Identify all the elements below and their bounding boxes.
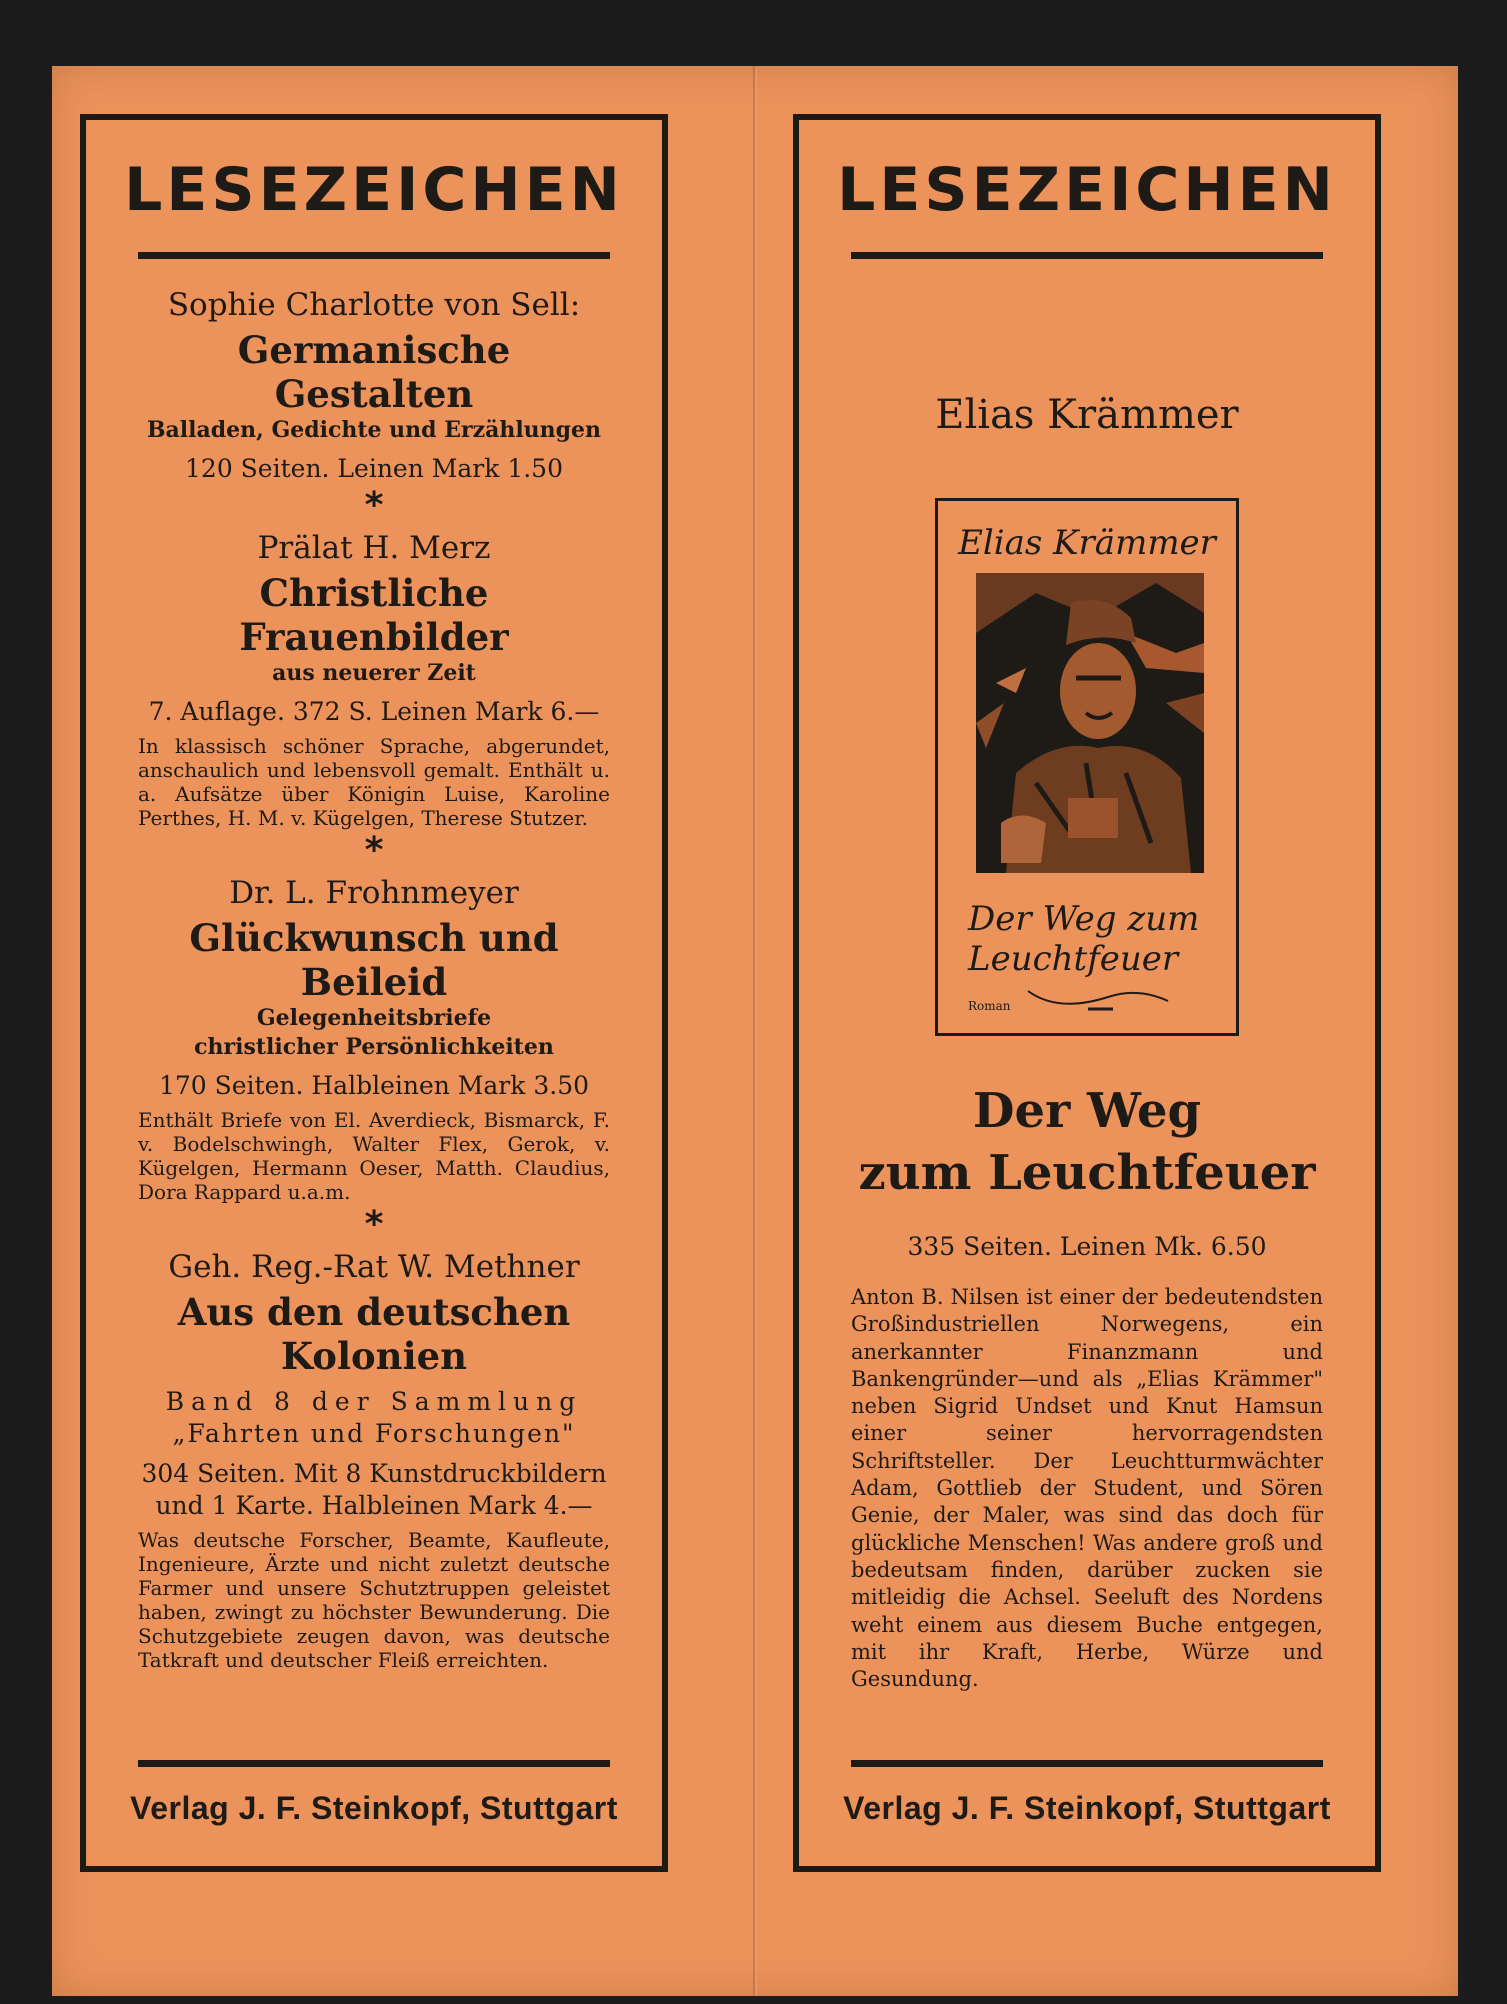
book-subtitle: Gelegenheitsbriefe <box>256 1005 492 1031</box>
book-description: Was deutsche Forscher, Beamte, Kaufleute, Ingenieure, Ärzte und nicht zuletzt deutsche Farmer und unsere Schutztruppen geleistet haben, zwingt zu höchster Bewunderung. Die Schutzgebiete zeugen davon, was deutsche Tatkraft und deutscher Fleiß erreichten. <box>138 1528 610 1672</box>
book-info: 170 Seiten. Halbleinen Mark 3.50 <box>158 1071 590 1100</box>
featured-info: 335 Seiten. Leinen Mk. 6.50 <box>907 1232 1267 1261</box>
book-subtitle: christlicher Persönlichkeiten <box>194 1034 554 1060</box>
featured-description: Anton B. Nilsen ist einer der bedeutendsten Großindustriellen Norwegens, ein anerkannter Finanzmann und Bankengründer—und als „Elias Krämmer" neben Sigrid Undset und Knut Hamsun einer seiner hervorragendsten Schriftsteller. Der Leuchtturmwächter Adam, Gottlieb der Student, und Sören Genie, der Maler, was sind das doch für glückliche Menschen! Was andere groß und bedeutsam finden, darüber zucken sie mitleidig die Achsel. Seeluft des Nordens weht einem aus diesem Buche entgegen, mit ihr Kraft, Herbe, Würze und Gesundung. <box>851 1285 1323 1692</box>
header-rule <box>138 252 610 259</box>
cover-author: Elias Krämmer <box>958 523 1216 563</box>
book-title: Christliche Frauenbilder <box>239 571 509 659</box>
book-series: Band 8 der Sammlung <box>165 1387 583 1416</box>
book-author: Sophie Charlotte von Sell: <box>167 287 581 323</box>
left-panel <box>80 114 668 1872</box>
book-description: Enthält Briefe von El. Averdieck, Bismarck, F. v. Bodelschwingh, Walter Flex, Gerok, v. Kügelgen, Hermann Oeser, Matth. Claudius, Dora Rappard u.a.m. <box>138 1108 610 1204</box>
bookmark-sheet <box>52 66 1458 1996</box>
book-entry <box>138 1248 610 1672</box>
panel-title: LESEZEICHEN <box>124 155 624 225</box>
footer-rule <box>851 1760 1323 1767</box>
cover-title-word: Leuchtfeuer <box>968 939 1179 979</box>
fold-crease <box>753 66 757 1996</box>
book-entry <box>138 529 610 830</box>
right-panel <box>793 114 1381 1872</box>
flourish-ornament <box>1018 983 1178 1013</box>
book-title: Germanische Gestalten <box>237 328 511 416</box>
cover-title-line: Der Weg zum <box>968 899 1200 939</box>
woodcut-image <box>976 573 1204 873</box>
book-subtitle: Balladen, Gedichte und Erzählungen <box>146 417 602 443</box>
featured-author: Elias Krämmer <box>935 392 1239 438</box>
panel-title: LESEZEICHEN <box>837 155 1337 225</box>
featured-title <box>799 1080 1375 1204</box>
cover-genre: Roman <box>968 999 1011 1013</box>
book-author: Dr. L. Frohnmeyer <box>229 875 519 911</box>
header-rule <box>851 252 1323 259</box>
book-title: Glückwunsch und Beileid <box>189 916 559 1004</box>
separator-star: * <box>364 830 384 871</box>
book-title: Aus den deutschen Kolonien <box>177 1290 571 1378</box>
book-author: Geh. Reg.-Rat W. Methner <box>168 1249 580 1285</box>
woodcut-portrait <box>976 573 1204 873</box>
publisher-imprint: Verlag J. F. Steinkopf, Stuttgart <box>843 1790 1331 1826</box>
book-series: „Fahrten und Forschungen" <box>172 1419 576 1448</box>
book-description: In klassisch schöner Sprache, abgerundet, anschaulich und lebensvoll gemalt. Enthält u. a. Aufsätze über Königin Luise, Karoline Perthes, H. M. v. Kügelgen, Therese Stutzer. <box>138 734 610 830</box>
book-entry <box>138 286 610 485</box>
separator-star: * <box>364 1204 384 1245</box>
book-info: 120 Seiten. Leinen Mark 1.50 <box>185 454 563 483</box>
book-info: 7. Auflage. 372 S. Leinen Mark 6.— <box>148 697 600 726</box>
book-subtitle: aus neuerer Zeit <box>272 660 476 686</box>
separator-star: * <box>364 485 384 526</box>
book-cover-illustration <box>935 498 1239 1036</box>
publisher-imprint: Verlag J. F. Steinkopf, Stuttgart <box>130 1790 618 1826</box>
book-author: Prälat H. Merz <box>257 530 491 566</box>
book-list <box>138 280 610 1672</box>
footer-rule <box>138 1760 610 1767</box>
featured-title-line: zum Leuchtfeuer <box>858 1145 1316 1201</box>
featured-title-line: Der Weg <box>972 1083 1202 1139</box>
book-info: 304 Seiten. Mit 8 Kunstdruckbildern und 1 Karte. Halbleinen Mark 4.— <box>141 1459 607 1520</box>
book-entry <box>138 874 610 1204</box>
